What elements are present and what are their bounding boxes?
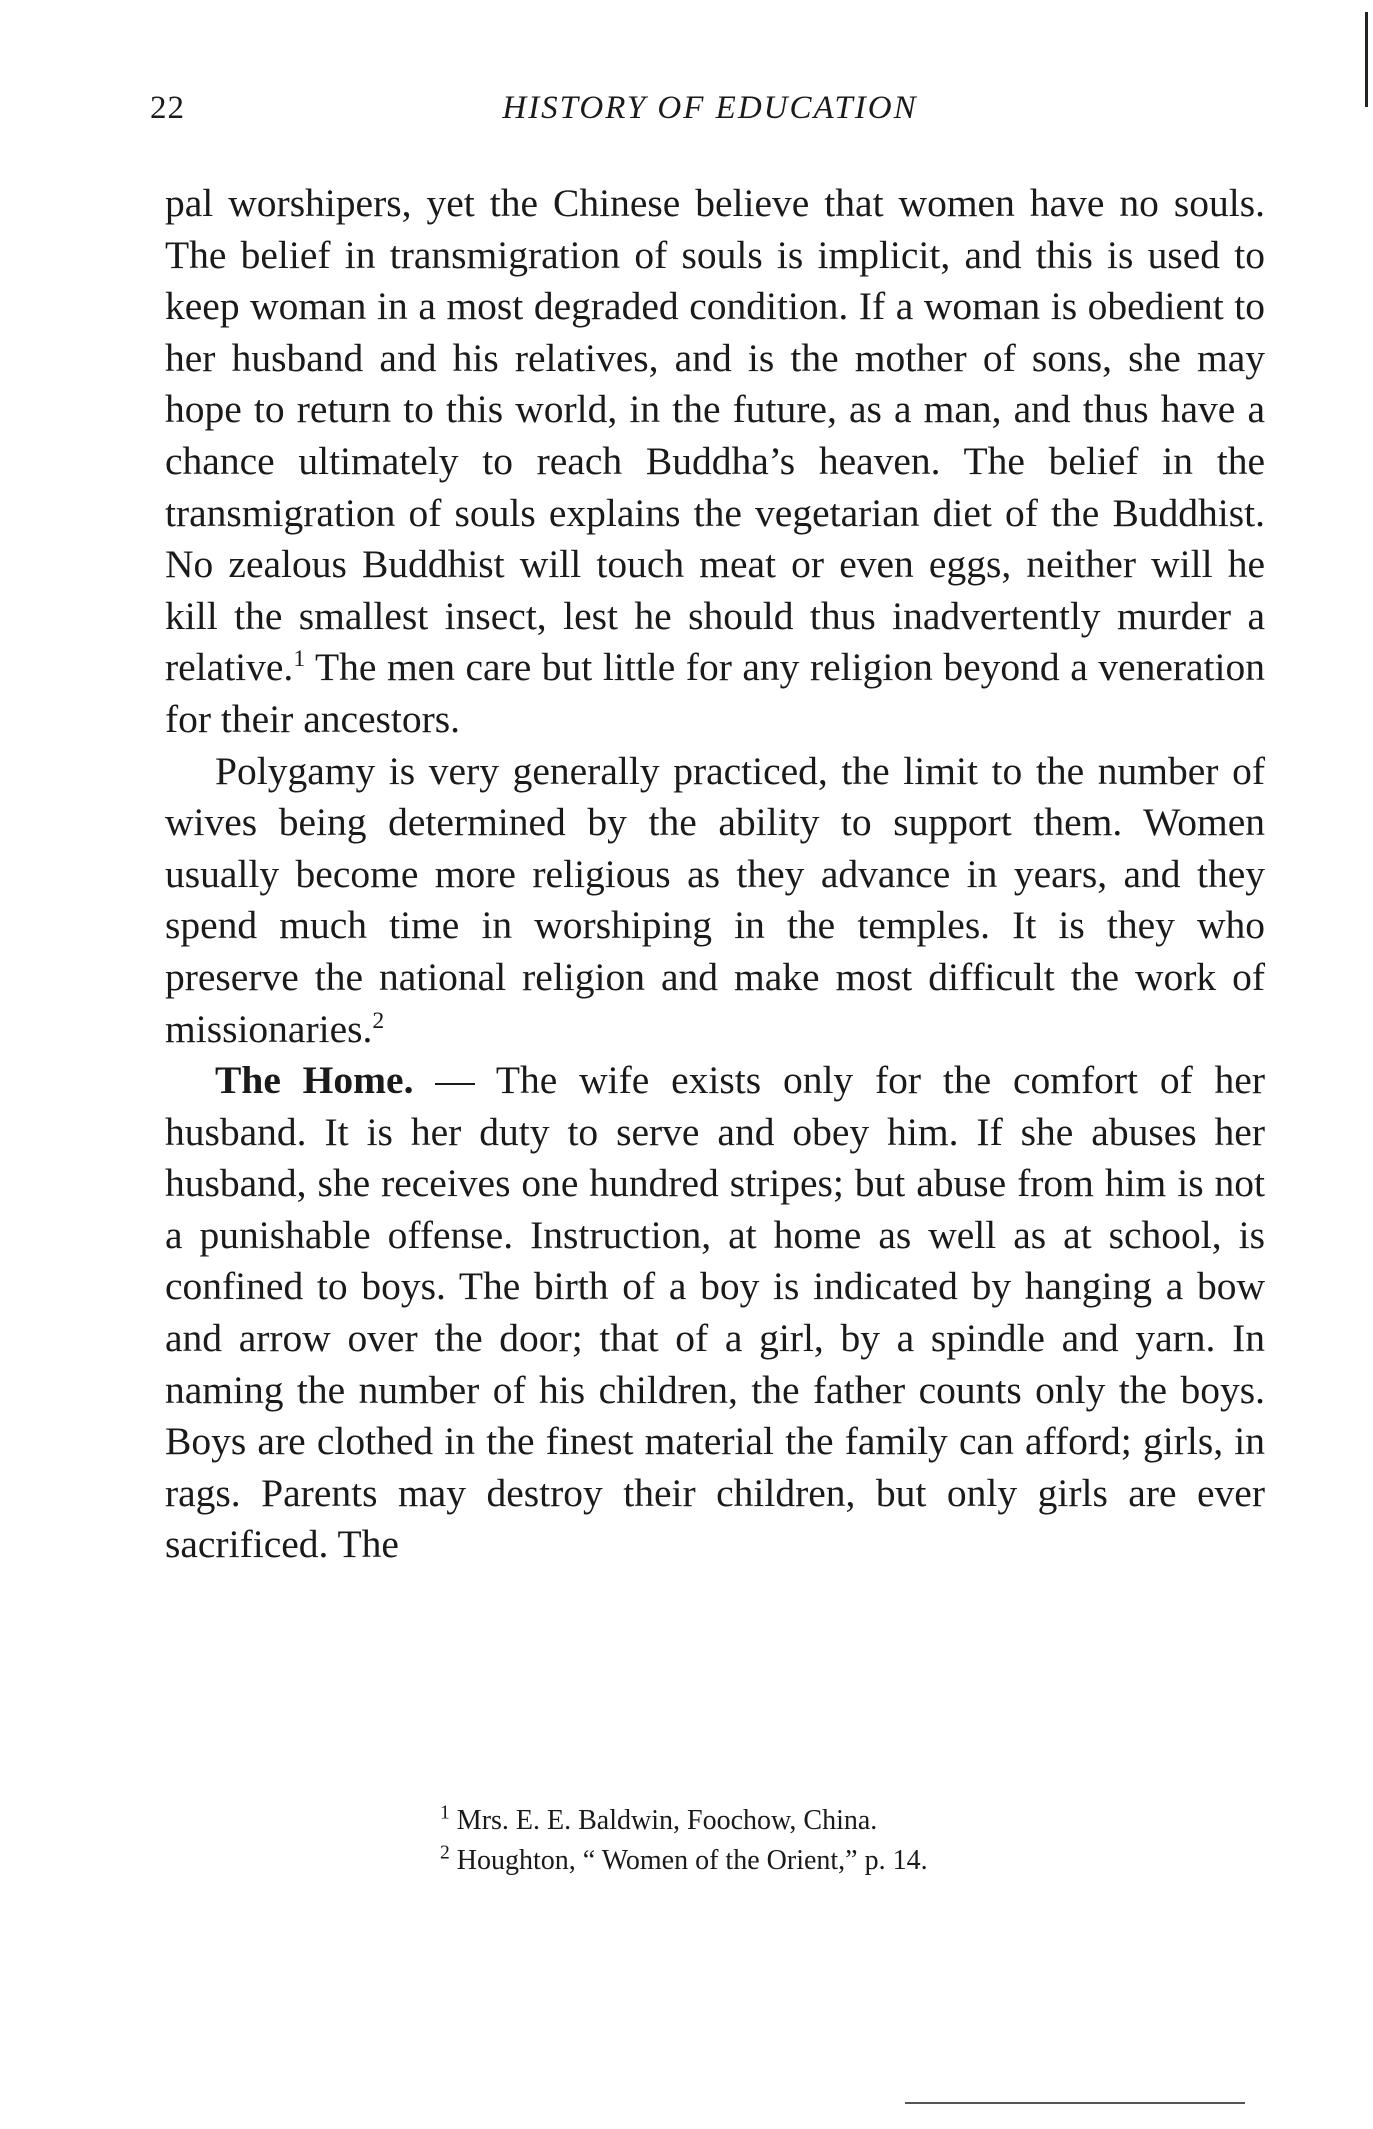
paragraph-1: [165, 178, 1265, 746]
paragraph-3: [165, 1055, 1265, 1571]
footnote-1: [440, 1801, 1240, 1841]
footnotes: [440, 1801, 1240, 1881]
footnote-text-1: Mrs. E. E. Baldwin, Foochow, China.: [449, 1805, 878, 1836]
footnote-2: [440, 1841, 1240, 1881]
section-heading: The Home.: [215, 1058, 414, 1103]
page-edge-mark: [1365, 12, 1368, 107]
footnote-marker-1: 1: [440, 1802, 450, 1824]
footnote-text-2: Houghton, “ Women of the Orient,” p. 14.: [449, 1845, 928, 1876]
footnote-ref-2: 2: [372, 1007, 385, 1034]
paragraph-3-text: — The wife exists only for the comfort of her husband. It is her duty to serve and obey him. If she abuses her husband, she receives one hundred stripes; but abuse from him is not a punishable offense. Instruction, at home as well as at school, is confined to boys. The birth of a boy is indicated by hanging a bow and arrow over the door; that of a girl, by a spindle and yarn. In naming the number of his children, the father counts only the boys. Boys are clothed in the finest material the family can afford; girls, in rags. Parents may destroy their children, but only girls are ever sacrificed. The: [165, 1058, 1265, 1567]
main-text: [165, 178, 1265, 1571]
paragraph-2: [165, 746, 1265, 1056]
page-number: 22: [150, 90, 185, 126]
running-title: HISTORY OF EDUCATION: [502, 90, 918, 126]
paragraph-2-text: Polygamy is very generally practiced, the limit to the number of wives being determined by the ability to support them. Women usually become more religious as they advance in years, and they spend much time in worshiping in the temples. It is they who preserve the national religion and make most difficult the work of missionaries.: [165, 748, 1265, 1051]
paragraph-1-tail: The men care but little for any religion beyond a veneration for their ancestors.: [165, 645, 1265, 741]
paragraph-1-text: pal worshipers, yet the Chinese believe that women have no souls. The belief in transmigration of souls is implicit, and this is used to keep woman in a most degraded condition. If a woman is obedient to her husband and his relatives, and is the mother of sons, she may hope to return to this world, in the future, as a man, and thus have a chance ultimately to reach Buddha’s heaven. The belief in the transmigration of souls explains the vegetarian diet of the Buddhist. No zealous Buddhist will touch meat or even eggs, neither will he kill the smallest insect, lest he should thus inadvertently murder a relative.: [165, 181, 1265, 690]
footnote-marker-2: 2: [440, 1842, 450, 1864]
footnote-ref-1: 1: [293, 646, 306, 673]
bottom-rule: [905, 2102, 1245, 2104]
page-header: [150, 90, 1270, 140]
